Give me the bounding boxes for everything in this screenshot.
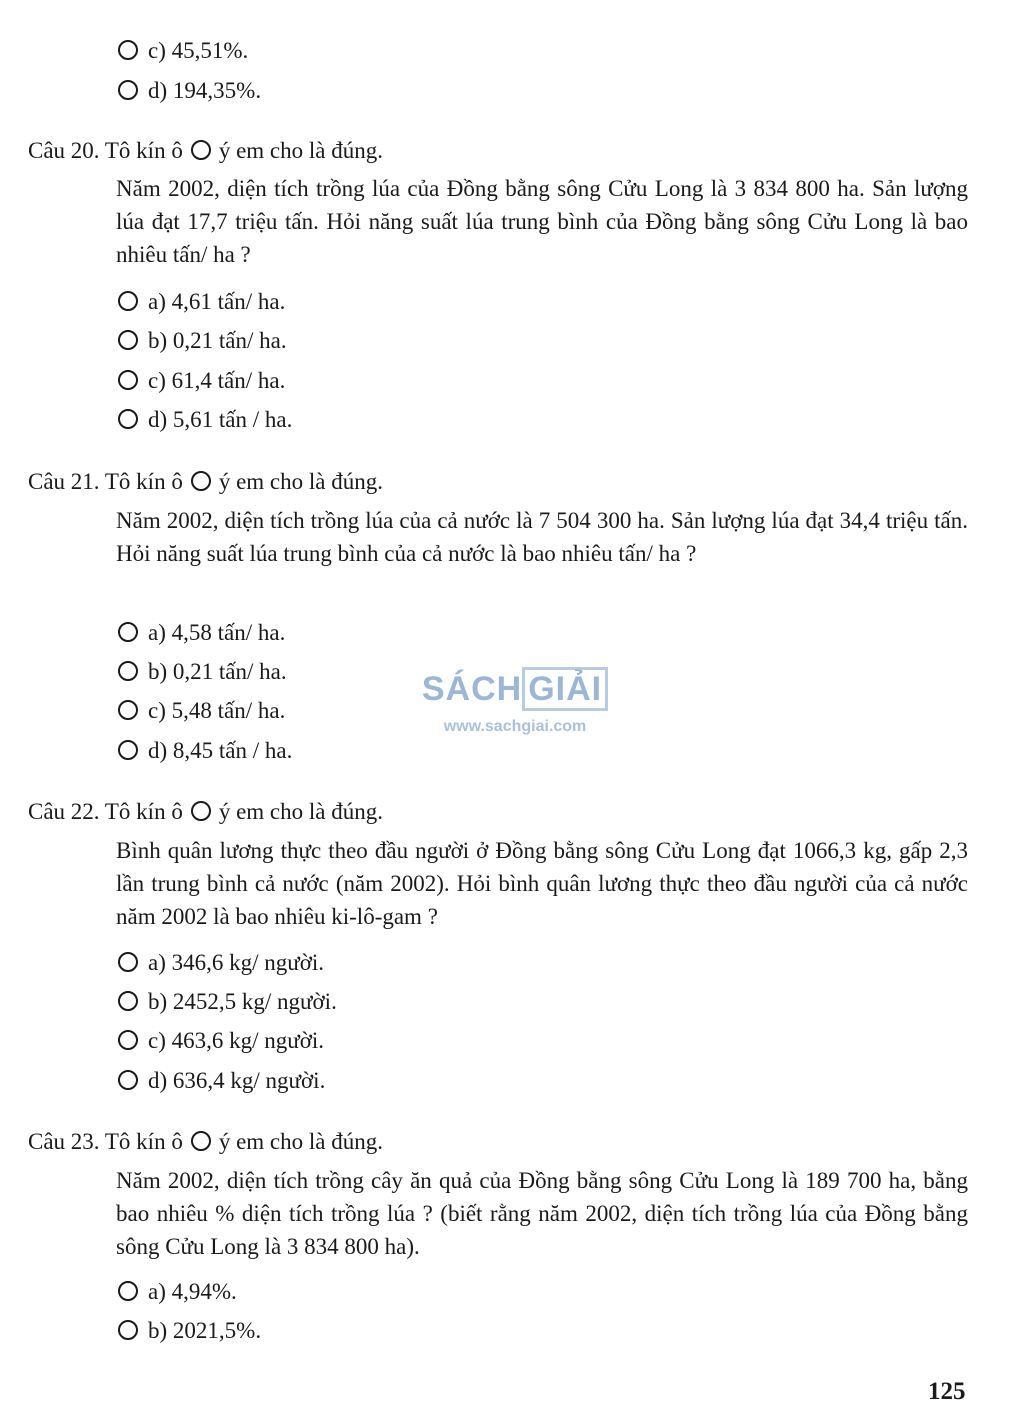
option-label: b) 0,21 tấn/ ha. (148, 328, 287, 353)
radio-circle-icon[interactable] (118, 740, 138, 760)
question-23-text: Năm 2002, diện tích trồng cây ăn quả của Đồng bằng sông Cửu Long là 189 700 ha, bằng bao nhiêu % diện tích trồng lúa ? (biết rằng năm 2002, diện tích trồng lúa của Đồng bằng sông Cửu Long là 3 834 800 ha). (116, 1168, 968, 1259)
option-a-q23[interactable] (118, 1277, 237, 1307)
radio-circle-icon[interactable] (118, 1070, 138, 1090)
question-title: Câu 21. Tô kín ô (28, 469, 183, 494)
option-label: d) 8,45 tấn / ha. (148, 738, 293, 763)
watermark-url: www.sachgiai.com (443, 718, 587, 735)
question-20-text: Năm 2002, diện tích trồng lúa của Đồng bằng sông Cửu Long là 3 834 800 ha. Sản lượng lúa đạt 17,7 triệu tấn. Hỏi năng suất lúa trung bình của Đồng bằng sông Cửu Long là bao nhiêu tấn/ ha ? (116, 176, 968, 267)
radio-circle-icon[interactable] (118, 80, 138, 100)
option-label: d) 636,4 kg/ người. (148, 1068, 326, 1093)
radio-circle-icon[interactable] (118, 622, 138, 642)
option-label: d) 5,61 tấn / ha. (148, 407, 293, 432)
option-label: c) 5,48 tấn/ ha. (148, 698, 286, 723)
radio-circle-icon[interactable] (118, 952, 138, 972)
radio-circle-icon (191, 1131, 211, 1151)
radio-circle-icon (191, 140, 211, 160)
option-label: b) 2021,5%. (148, 1318, 262, 1343)
option-b-q23[interactable] (118, 1316, 261, 1346)
option-label: d) 194,35%. (148, 78, 262, 103)
radio-circle-icon[interactable] (118, 40, 138, 60)
option-label: b) 2452,5 kg/ người. (148, 989, 337, 1014)
radio-circle-icon[interactable] (118, 1320, 138, 1340)
question-title: Câu 22. Tô kín ô (28, 799, 183, 824)
radio-circle-icon[interactable] (118, 661, 138, 681)
question-23-heading (28, 1126, 383, 1158)
radio-circle-icon[interactable] (118, 991, 138, 1011)
radio-circle-icon[interactable] (118, 330, 138, 350)
radio-circle-icon[interactable] (118, 1030, 138, 1050)
option-b-q22[interactable] (118, 987, 337, 1017)
option-b-q20[interactable] (118, 326, 287, 356)
option-c-q22[interactable] (118, 1026, 324, 1056)
radio-circle-icon[interactable] (118, 370, 138, 390)
option-label: c) 45,51%. (148, 38, 249, 63)
option-d-q20[interactable] (118, 405, 292, 435)
question-22-text: Bình quân lương thực theo đầu người ở Đồng bằng sông Cửu Long đạt 1066,3 kg, gấp 2,3 lần trung bình cả nước (năm 2002). Hỏi bình quân lương thực theo đầu người của cả nước năm 2002 là bao nhiêu ki-lô-gam ? (116, 838, 968, 929)
option-b-q21[interactable] (118, 657, 287, 687)
option-label: a) 4,94%. (148, 1279, 237, 1304)
radio-circle-icon[interactable] (118, 700, 138, 720)
question-21-text: Năm 2002, diện tích trồng lúa của cả nước là 7 504 300 ha. Sản lượng lúa đạt 34,4 triệu tấn. Hỏi năng suất lúa trung bình của cả nước là bao nhiêu tấn/ ha ? (116, 508, 968, 566)
option-d-q22[interactable] (118, 1066, 325, 1096)
option-d-q21[interactable] (118, 736, 292, 766)
option-label: c) 61,4 tấn/ ha. (148, 368, 286, 393)
page-number: 125 (928, 1378, 966, 1405)
question-21-heading (28, 466, 383, 498)
watermark-logo-text: SÁCH (421, 670, 523, 708)
watermark (410, 664, 620, 760)
radio-circle-icon (191, 801, 211, 821)
radio-circle-icon[interactable] (118, 409, 138, 429)
option-c-q21[interactable] (118, 696, 285, 726)
option-label: a) 4,61 tấn/ ha. (148, 289, 286, 314)
question-22-heading (28, 796, 383, 828)
question-instruction: ý em cho là đúng. (218, 1129, 383, 1154)
watermark-logo-box: GIẢI (522, 667, 608, 711)
radio-circle-icon[interactable] (118, 1281, 138, 1301)
question-title: Câu 23. Tô kín ô (28, 1129, 183, 1154)
watermark-logo (410, 664, 620, 714)
option-a-q21[interactable] (118, 618, 285, 648)
question-instruction: ý em cho là đúng. (218, 799, 383, 824)
option-d-q19[interactable] (118, 76, 261, 106)
question-title: Câu 20. Tô kín ô (28, 138, 183, 163)
question-20-heading (28, 135, 383, 167)
option-c-q19[interactable] (118, 36, 248, 66)
question-instruction: ý em cho là đúng. (218, 469, 383, 494)
radio-circle-icon[interactable] (118, 291, 138, 311)
question-instruction: ý em cho là đúng. (218, 138, 383, 163)
option-label: c) 463,6 kg/ người. (148, 1028, 325, 1053)
radio-circle-icon (191, 471, 211, 491)
option-label: a) 346,6 kg/ người. (148, 950, 325, 975)
option-a-q22[interactable] (118, 948, 324, 978)
option-label: a) 4,58 tấn/ ha. (148, 620, 286, 645)
option-label: b) 0,21 tấn/ ha. (148, 659, 287, 684)
option-c-q20[interactable] (118, 366, 285, 396)
option-a-q20[interactable] (118, 287, 285, 317)
